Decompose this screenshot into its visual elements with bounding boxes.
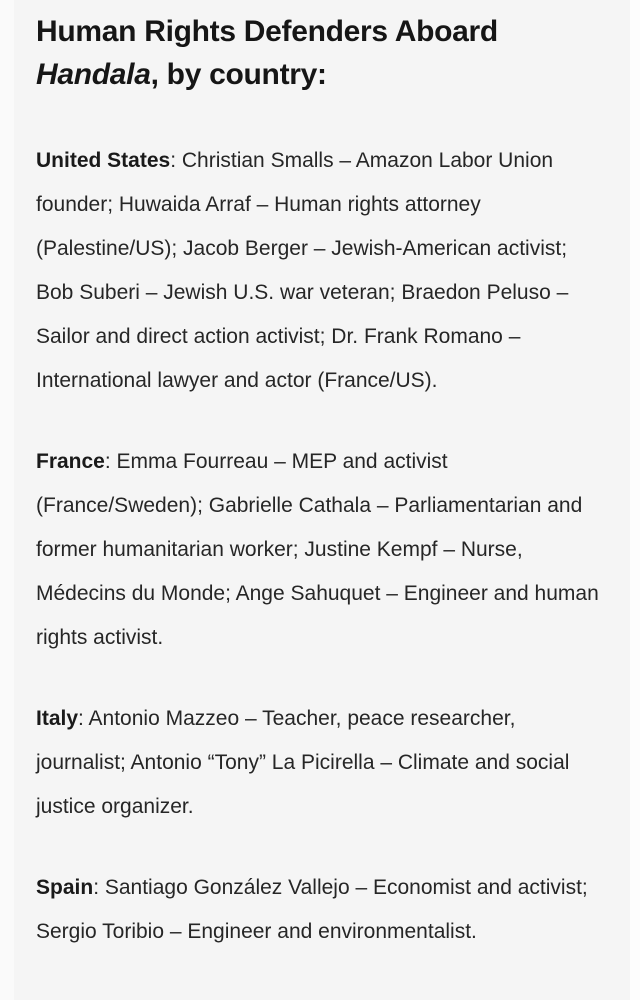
left-margin bbox=[0, 0, 14, 1000]
section-text: : Antonio Mazzeo – Teacher, peace researcher, journalist; Antonio “Tony” La Picirella – Climate and social justice organizer. bbox=[36, 707, 570, 818]
title-ship-name: Handala bbox=[36, 58, 151, 91]
article-content bbox=[36, 10, 606, 954]
right-margin bbox=[630, 0, 640, 1000]
section-france bbox=[36, 440, 606, 660]
page-title bbox=[36, 10, 606, 96]
title-line-1: Human Rights Defenders Aboard bbox=[36, 15, 498, 48]
section-text: : Christian Smalls – Amazon Labor Union founder; Huwaida Arraf – Human rights attorney (Palestine/US); Jacob Berger – Jewish-American activist; Bob Suberi – Jewish U.S. war veteran; Braedon Peluso – Sailor and direct action activist; Dr. Frank Romano – International lawyer and actor (France/US). bbox=[36, 149, 569, 392]
section-text: : Santiago González Vallejo – Economist and activist; Sergio Toribio – Engineer and environmentalist. bbox=[36, 876, 588, 943]
country-label: United States bbox=[36, 149, 171, 172]
country-label: Spain bbox=[36, 876, 94, 899]
country-label: Italy bbox=[36, 707, 79, 730]
section-italy bbox=[36, 697, 606, 829]
section-spain bbox=[36, 866, 606, 954]
country-label: France bbox=[36, 450, 105, 473]
section-united-states bbox=[36, 139, 606, 403]
title-suffix: , by country: bbox=[150, 58, 327, 91]
section-text: : Emma Fourreau – MEP and activist (France/Sweden); Gabrielle Cathala – Parliamentarian and former humanitarian worker; Justine Kempf – Nurse, Médecins du Monde; Ange Sahuquet – Engineer and human rights activist. bbox=[36, 450, 599, 649]
